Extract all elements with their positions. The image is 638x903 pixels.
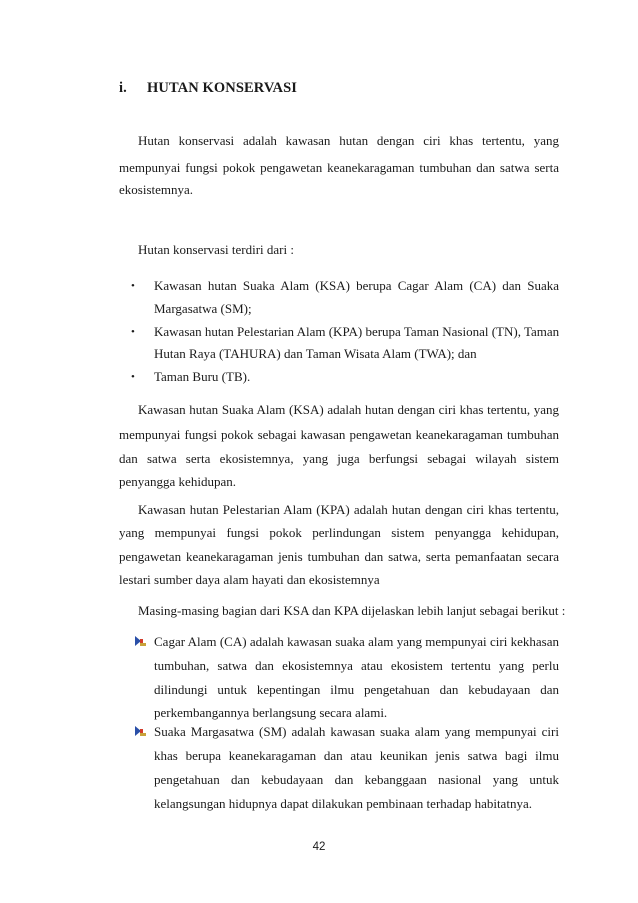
arrow-item-line: kelangsungan hidupnya dapat dilakukan pembinaan terhadap habitatnya. — [154, 796, 532, 811]
bullet-marker: • — [131, 326, 135, 338]
paragraph-line: lestari sumber daya alam hayati dan ekosistemnya — [119, 572, 380, 587]
paragraph-line: ekosistemnya. — [119, 182, 194, 197]
bullet-marker: • — [131, 371, 135, 383]
section-title: HUTAN KONSERVASI — [147, 80, 298, 96]
paragraph-line: pengawetan keanekaragaman jenis tumbuhan dan satwa, serta pemanfaatan secara — [119, 549, 559, 564]
section-number: i. — [119, 80, 127, 96]
arrow-item-line: pengetahuan dan kebudayaan dan kebanggaan nasional yang untuk — [154, 772, 559, 787]
paragraph-line: dan satwa serta ekosistemnya, yang juga berfungsi sebagai wilayah sistem — [119, 451, 559, 466]
page-number: 42 — [312, 841, 326, 853]
section-heading — [119, 80, 297, 97]
arrow-item-line: perkembangannya berlangsung secara alami. — [154, 705, 388, 720]
paragraph-line: Kawasan hutan Pelestarian Alam (KPA) adalah hutan dengan ciri khas tertentu, — [138, 502, 559, 517]
arrow-item-line: khas berupa keanekaragaman dan atau keunikan jenis satwa bagi ilmu — [154, 748, 559, 763]
paragraph-line: yang mempunyai fungsi pokok perlindungan sistem penyangga kehidupan, — [119, 525, 559, 540]
list-intro: Hutan konservasi terdiri dari : — [138, 242, 294, 257]
arrow-bullet-icon — [133, 724, 147, 738]
paragraph-line: mempunyai fungsi pokok pengawetan keanekaragaman tumbuhan dan satwa serta — [119, 160, 559, 175]
bullet-line: Hutan Raya (TAHURA) dan Taman Wisata Alam (TWA); dan — [154, 346, 477, 361]
paragraph-line: mempunyai fungsi pokok sebagai kawasan pengawetan keanekaragaman tumbuhan — [119, 427, 559, 442]
bullet-line: Kawasan hutan Pelestarian Alam (KPA) berupa Taman Nasional (TN), Taman — [154, 324, 560, 339]
arrow-item-line: tumbuhan, satwa dan ekosistemnya atau ekosistem tertentu yang perlu — [154, 658, 559, 673]
bullet-marker: • — [131, 280, 135, 292]
arrow-item-line: dilindungi untuk kepentingan ilmu pengetahuan dan kebudayaan dan — [154, 682, 559, 697]
arrow-bullet-icon — [133, 634, 147, 648]
paragraph-line: penyangga kehidupan. — [119, 474, 236, 489]
paragraph-line: Kawasan hutan Suaka Alam (KSA) adalah hutan dengan ciri khas tertentu, yang — [138, 402, 559, 417]
arrow-item-line: Cagar Alam (CA) adalah kawasan suaka alam yang mempunyai ciri kekhasan — [154, 634, 559, 649]
bullet-line: Kawasan hutan Suaka Alam (KSA) berupa Cagar Alam (CA) dan Suaka — [154, 278, 559, 293]
paragraph-line: Masing-masing bagian dari KSA dan KPA dijelaskan lebih lanjut sebagai berikut : — [138, 603, 566, 618]
bullet-line: Taman Buru (TB). — [154, 369, 251, 384]
paragraph-line: Hutan konservasi adalah kawasan hutan dengan ciri khas tertentu, yang — [138, 133, 559, 148]
bullet-line: Margasatwa (SM); — [154, 301, 252, 316]
arrow-item-line: Suaka Margasatwa (SM) adalah kawasan suaka alam yang mempunyai ciri — [154, 724, 559, 739]
